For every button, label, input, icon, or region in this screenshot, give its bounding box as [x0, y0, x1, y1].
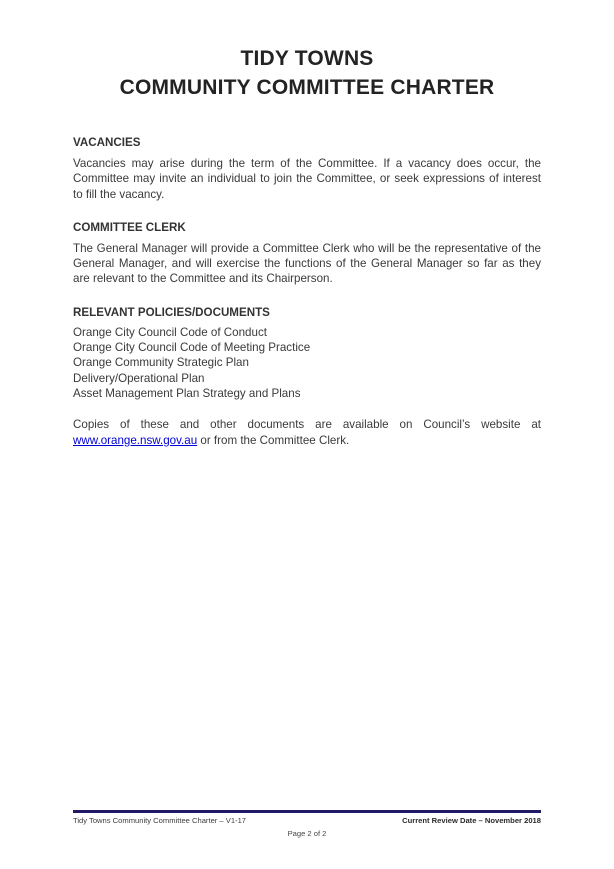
vacancies-heading: VACANCIES: [73, 136, 141, 149]
footer-document-version: Tidy Towns Community Committee Charter – V1-17: [73, 816, 247, 825]
policy-item: Asset Management Plan Strategy and Plans: [73, 386, 301, 400]
footer-row: [73, 813, 541, 825]
policy-item: Delivery/Operational Plan: [73, 371, 205, 385]
committee-clerk-heading: COMMITTEE CLERK: [73, 220, 186, 234]
page-footer: [73, 810, 541, 838]
page-number: Page 2 of 2: [287, 829, 327, 838]
copies-paragraph: [73, 417, 541, 448]
footer-review-date: Current Review Date – November 2018: [402, 816, 541, 825]
committee-clerk-paragraph: The General Manager will provide a Committee Clerk who will be the representative of the General Manager, and will exercise the functions of the General Manager so far as they are relevant to the Committee and its Chairperson.: [73, 241, 541, 286]
document-title-line2: COMMUNITY COMMITTEE CHARTER: [119, 76, 495, 99]
council-website-link[interactable]: www.orange.nsw.gov.au: [73, 433, 198, 447]
document-title: [73, 44, 541, 102]
vacancies-paragraph: Vacancies may arise during the term of the Committee. If a vacancy does occur, the Committee may invite an individual to join the Committee, or seek expressions of interest to fill the vacancy.: [73, 157, 541, 201]
policy-item: Orange City Council Code of Meeting Practice: [73, 341, 311, 355]
policy-list: [73, 325, 541, 401]
copies-text-after-link: or from the Committee Clerk.: [197, 433, 350, 447]
policy-item: Orange Community Strategic Plan: [73, 356, 249, 370]
policy-item: Orange City Council Code of Conduct: [73, 325, 267, 339]
relevant-policies-heading: RELEVANT POLICIES/DOCUMENTS: [73, 305, 270, 319]
copies-text-before-link: Copies of these and other documents are available on Council’s website at: [73, 418, 541, 432]
document-title-line1: TIDY TOWNS: [240, 47, 374, 70]
